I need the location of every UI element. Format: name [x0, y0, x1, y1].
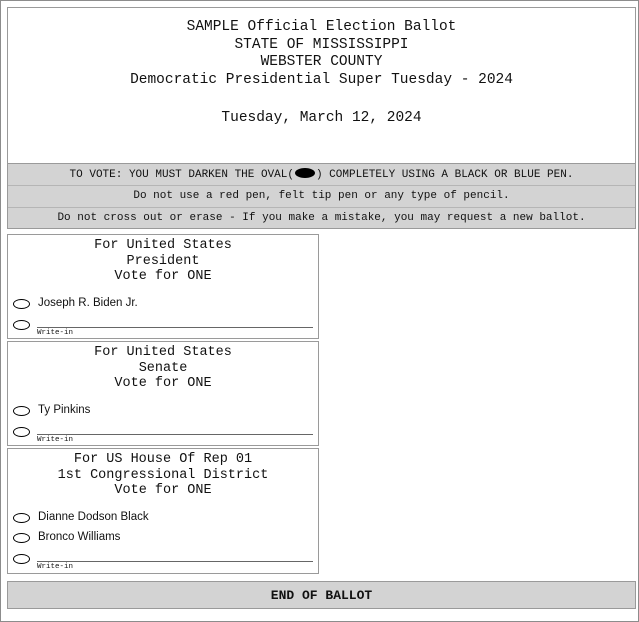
race-office: President [126, 254, 200, 269]
write-in-line[interactable] [37, 561, 313, 562]
race-office: Senate [138, 361, 188, 376]
candidate-oval[interactable] [13, 513, 30, 523]
write-in-line[interactable] [37, 434, 313, 435]
race-title: For United States [94, 238, 232, 253]
candidate-oval[interactable] [13, 406, 30, 416]
candidate-name: Dianne Dodson Black [38, 511, 149, 523]
instruction-pen: Do not use a red pen, felt tip pen or any type of pencil. [133, 190, 510, 202]
write-in-label: Write-in [37, 436, 74, 444]
instruction-oval-pre: TO VOTE: YOU MUST DARKEN THE OVAL( [69, 169, 294, 181]
write-in-line[interactable] [37, 327, 313, 328]
ballot-header [7, 7, 636, 164]
race-vote-for: Vote for ONE [114, 269, 212, 284]
candidate-name: Ty Pinkins [38, 404, 91, 416]
state-name: STATE OF MISSISSIPPI [234, 37, 409, 53]
instruction-divider [8, 185, 635, 186]
instruction-divider [8, 207, 635, 208]
candidate-name: Bronco Williams [38, 531, 121, 543]
voting-instructions [7, 163, 636, 229]
candidate-oval[interactable] [13, 299, 30, 309]
race-vote-for: Vote for ONE [114, 483, 212, 498]
race-title: For US House Of Rep 01 [73, 452, 253, 467]
instruction-erase: Do not cross out or erase - If you make a mistake, you may request a new ballot. [57, 212, 586, 224]
race-president [7, 234, 319, 339]
race-vote-for: Vote for ONE [114, 376, 212, 391]
race-us-house [7, 448, 319, 574]
ballot-title: SAMPLE Official Election Ballot [186, 19, 457, 35]
end-of-ballot-bar [7, 581, 636, 609]
county-name: WEBSTER COUNTY [260, 54, 383, 70]
candidate-name: Joseph R. Biden Jr. [38, 297, 138, 309]
race-office: 1st Congressional District [57, 468, 269, 483]
race-senate [7, 341, 319, 446]
end-of-ballot-label: END OF BALLOT [270, 588, 373, 603]
filled-oval-icon [295, 168, 315, 178]
election-date: Tuesday, March 12, 2024 [221, 110, 422, 126]
instruction-oval-post: ) COMPLETELY USING A BLACK OR BLUE PEN. [315, 169, 574, 181]
write-in-oval[interactable] [13, 554, 30, 564]
instruction-oval [8, 168, 635, 182]
candidate-oval[interactable] [13, 533, 30, 543]
write-in-oval[interactable] [13, 427, 30, 437]
election-name: Democratic Presidential Super Tuesday - 2024 [130, 72, 513, 88]
write-in-oval[interactable] [13, 320, 30, 330]
write-in-label: Write-in [37, 329, 74, 337]
race-title: For United States [94, 345, 232, 360]
write-in-label: Write-in [37, 563, 74, 571]
